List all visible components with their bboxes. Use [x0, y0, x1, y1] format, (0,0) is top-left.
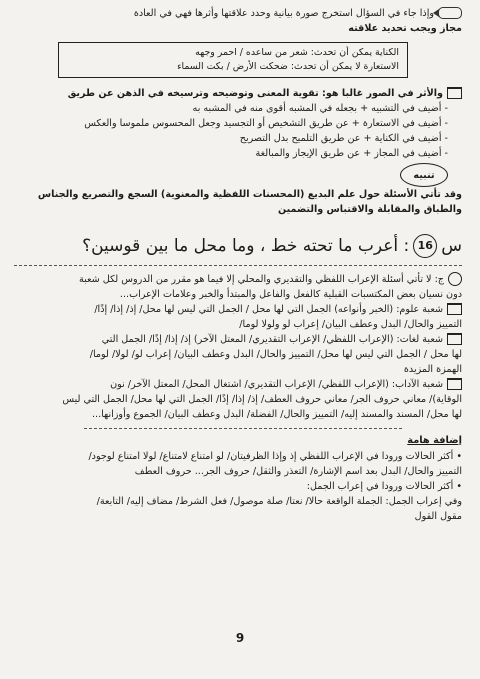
effect-item-4: - أضيف في المجاز + عن طريق الإيجاز والمبالغة	[255, 148, 448, 159]
answer-line-1	[14, 272, 462, 287]
answer-block	[14, 272, 462, 422]
example-line-2: الاستعارة لا يمكن أن تحدث: ضحكت الأرض / بكت السماء	[177, 61, 399, 72]
answer-line-7: الهمزة المزيدة	[403, 364, 462, 375]
idafa-line-1: • أكثر الحالات ورودا في الإعراب اللفظي إذ وإذا الظرفيتان/ لو امتناع لامتناع/ لولا امتناع لوجود/	[88, 451, 462, 462]
answer-line-10: لها محل/ المسند والمسند إليه/ التمييز والحال/ الفضلة/ البدل وعطف البيان/ الجموع وأوزانها...	[91, 409, 462, 420]
effect-item-2: - أضيف في الاستعارة + عن طريق التشخيص أو التجسيد وجعل المحسوس ملموسا والعكس	[84, 118, 448, 129]
idafa-title: إضافة هامة	[407, 435, 462, 446]
book-icon	[447, 303, 462, 315]
book-icon	[447, 378, 462, 390]
idafa-line-3: • أكثر الحالات ورودا في إعراب الجمل:	[306, 481, 462, 492]
book-icon	[447, 333, 462, 345]
tanbih-badge: تنبيه	[400, 163, 448, 187]
answer-line-3	[14, 302, 462, 317]
intro-text-1: وإذا جاء في السؤال استخرج صورة بيانية وحدد علاقتها وأثرها فهي في العادة	[133, 8, 434, 19]
effect-item-3: - أضيف في الكناية + عن طريق التلميح بدل التصريح	[239, 133, 448, 144]
smile-icon	[448, 272, 462, 286]
answer-line-8	[14, 377, 462, 392]
effect-item-1: - أضيف في التشبيه + بجعله في المشبه أقوى منه في المشبه به	[192, 103, 448, 114]
question-heading	[14, 231, 462, 266]
tanbih-line-2: والطباق والمقابلة والاقتباس والتضمين	[277, 204, 462, 215]
effect-heading-text: والأثر في الصور غالبا هو: تقوية المعنى وتوضيحه وترسيخه في الذهن عن طريق	[67, 88, 443, 99]
intro-line-2: مجاز ويجب تحديد علاقته	[348, 23, 462, 34]
answer-text-1: ج: لا تأتي أسئلة الإعراب اللفظي والتقديري والمحلي إلا فيما هو مقرر من الدروس لكل شعبة	[78, 274, 444, 285]
answer-text-8: شعبة الآداب: (الإعراب اللفظي/ الإعراب التقديري/ اشتغال المحل/ المعتل الآخر/ نون	[110, 379, 443, 390]
answer-line-5	[14, 332, 462, 347]
example-box	[58, 42, 408, 78]
page-number: 9	[235, 631, 245, 645]
book-icon	[447, 87, 462, 99]
idafa-line-5: مقول القول	[414, 511, 462, 522]
divider	[84, 428, 402, 429]
question-number: 16	[413, 234, 437, 258]
idafa-line-2: التمييز والحال/ البدل بعد اسم الإشارة/ التعذر والثقل/ حروف الجر... حروف العطف	[134, 466, 462, 477]
arrow-icon	[438, 7, 462, 19]
question-prefix: س	[441, 236, 462, 256]
answer-text-5: شعبة لغات: (الإعراب اللفظي/ الإعراب التقديري/ المعتل الآخر) إذ/ إذا/ إذًا/ الجمل التي	[101, 334, 443, 345]
answer-line-4: التمييز والحال/ البدل وعطف البيان/ إعراب لو ولولا لوما/	[239, 319, 462, 330]
effect-heading	[14, 86, 462, 101]
answer-line-9: الوقاية)/ معاني حروف الجر/ معاني حروف العطف/ إذ/ إذا/ إذًا/ الجمل التي لها محل/ الجمل التي ليس	[62, 394, 462, 405]
tanbih-wrap	[14, 161, 462, 187]
tanbih-line-1: وقد تأتي الأسئلة حول علم البديع (المحسنات اللفظية والمعنوية) السجع والتصريع والجناس	[37, 189, 462, 200]
idafa-line-4: وفي إعراب الجمل: الجملة الواقعة حالا/ نعتا/ صلة موصول/ فعل الشرط/ مضاف إليه/ التابعة/	[96, 496, 462, 507]
example-line-1: الكناية يمكن أن تحدث: شعر من ساعده / احمر وجهه	[195, 47, 399, 58]
answer-line-2: دون نسيان بعض المكتسبات القبلية كالفعل والفاعل والمبتدأ والخبر وعلامات الإعراب...	[119, 289, 462, 300]
answer-text-3: شعبة علوم: (الخبر وأنواعه) الجمل التي لها محل / الجمل التي ليس لها محل/ إذ/ إذا/ إذًا/	[94, 304, 443, 315]
intro-line-1	[14, 6, 462, 21]
answer-line-6: لها محل / الجمل التي ليس لها محل/ التمييز والحال/ البدل وعطف البيان/ إعراب لو/ لولا/ لوما/	[89, 349, 462, 360]
question-text: : أعرب ما تحته خط ، وما محل ما بين قوسين؟	[82, 236, 410, 256]
